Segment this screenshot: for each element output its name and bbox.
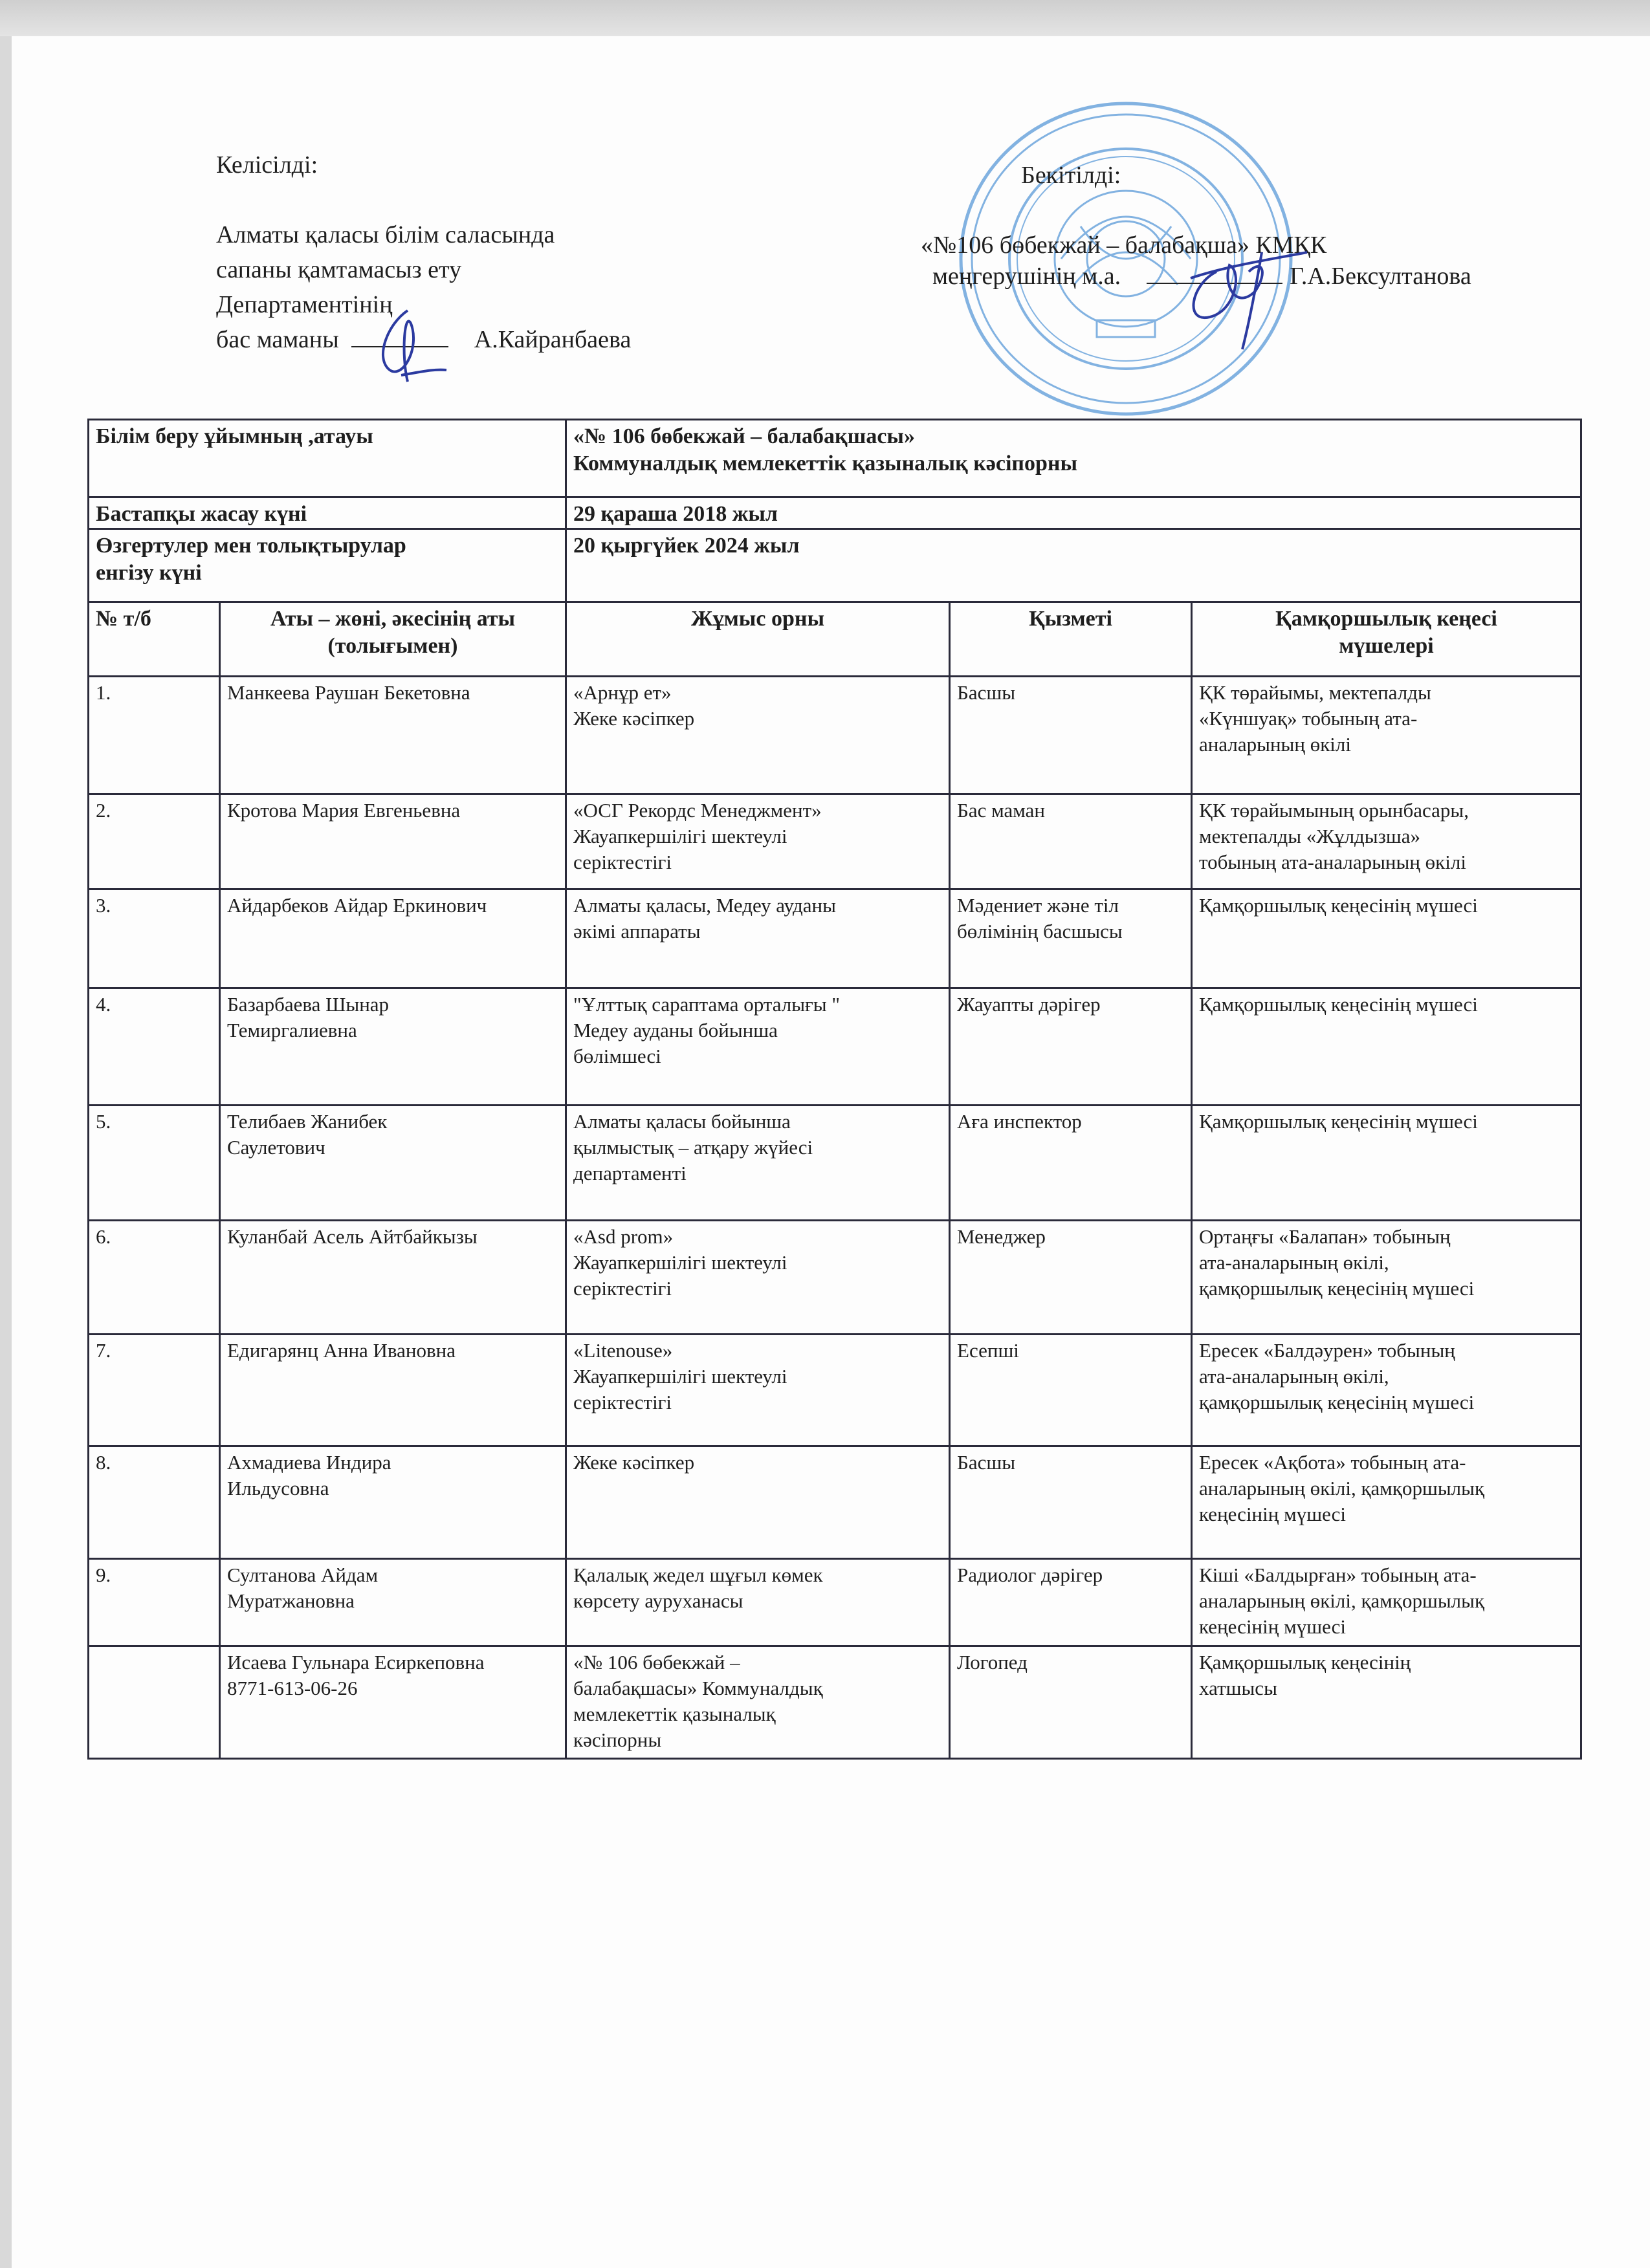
info-row-updated xyxy=(89,529,1581,602)
approval-left-line: сапаны қамтамасыз ету xyxy=(216,256,462,283)
member-board-role: Қамқоршылық кеңесінің хатшысы xyxy=(1192,1646,1581,1759)
member-workplace: «ОСГ Рекордс Менеджмент» Жауапкершілігі шектеулі серіктестігі xyxy=(566,794,950,889)
table-header-row xyxy=(89,602,1581,677)
member-position: Есепші xyxy=(950,1335,1192,1446)
member-workplace: "Ұлттық сараптама орталығы " Медеу ауданы бойынша бөлімшесі xyxy=(566,988,950,1106)
signature-left xyxy=(362,298,459,395)
member-number: 4. xyxy=(89,988,220,1106)
member-board-role: Кіші «Балдырған» тобының ата- аналарының өкілі, қамқоршылық кеңесінің мүшесі xyxy=(1192,1559,1581,1646)
approval-right-org: «№106 бөбекжай – балабақша» КМҚК xyxy=(921,232,1327,259)
approval-left-line: Алматы қаласы білім саласында xyxy=(216,221,555,248)
column-header-name: Аты – жөні, әкесінің аты (толығымен) xyxy=(220,602,566,677)
member-board-role: Ортаңғы «Балапан» тобының ата-аналарының өкілі, қамқоршылық кеңесінің мүшесі xyxy=(1192,1221,1581,1335)
member-name: Куланбай Асель Айтбайкызы xyxy=(220,1221,566,1335)
table-row xyxy=(89,988,1581,1106)
member-name: Едигарянц Анна Ивановна xyxy=(220,1335,566,1446)
member-board-role: Ересек «Балдәурен» тобының ата-аналарының өкілі, қамқоршылық кеңесінің мүшесі xyxy=(1192,1335,1581,1446)
column-header-board-role: Қамқоршылық кеңесі мүшелері xyxy=(1192,602,1581,677)
member-position: Аға инспектор xyxy=(950,1106,1192,1221)
column-header-position: Қызметі xyxy=(950,602,1192,677)
table-row xyxy=(89,1221,1581,1335)
table-row xyxy=(89,1335,1581,1446)
approval-right-position: меңгерушінің м.а. xyxy=(932,263,1121,290)
table-row xyxy=(89,1446,1581,1559)
approval-right-name: Г.А.Бексултанова xyxy=(1290,263,1471,290)
member-number: 1. xyxy=(89,677,220,794)
scan-edge xyxy=(0,0,1650,36)
member-workplace: «№ 106 бөбекжай – балабақшасы» Коммуналдық мемлекеттік қазыналық кәсіпорны xyxy=(566,1646,950,1759)
member-position: Жауапты дәрігер xyxy=(950,988,1192,1106)
info-value: «№ 106 бөбекжай – балабақшасы» Коммуналдық мемлекеттік қазыналық кәсіпорны xyxy=(566,420,1581,497)
info-row-created xyxy=(89,497,1581,529)
member-name: Телибаев Жанибек Саулетович xyxy=(220,1106,566,1221)
member-board-role: Ересек «Ақбота» тобының ата- аналарының өкілі, қамқоршылық кеңесінің мүшесі xyxy=(1192,1446,1581,1559)
info-value: 29 қараша 2018 жыл xyxy=(566,497,1581,529)
member-workplace: «Арнұр ет» Жеке кәсіпкер xyxy=(566,677,950,794)
member-name: Кротова Мария Евгеньевна xyxy=(220,794,566,889)
member-name: Ахмадиева Индира Ильдусовна xyxy=(220,1446,566,1559)
column-header-workplace: Жұмыс орны xyxy=(566,602,950,677)
info-label: Бастапқы жасау күні xyxy=(89,497,566,529)
info-label: Білім беру ұйымның ,атауы xyxy=(89,420,566,497)
member-number: 6. xyxy=(89,1221,220,1335)
member-workplace: Алматы қаласы бойынша қылмыстық – атқару жүйесі департаменті xyxy=(566,1106,950,1221)
approval-left-line: Департаментінің xyxy=(216,291,393,318)
member-workplace: Жеке кәсіпкер xyxy=(566,1446,950,1559)
approval-left-position: бас маманы xyxy=(216,326,339,353)
table-row xyxy=(89,794,1581,889)
member-workplace: Қалалық жедел шұғыл көмек көрсету ауруханасы xyxy=(566,1559,950,1646)
member-board-role: ҚК төрайымы, мектепалды «Күншуақ» тобының ата- аналарының өкілі xyxy=(1192,677,1581,794)
member-board-role: Қамқоршылық кеңесінің мүшесі xyxy=(1192,889,1581,988)
member-position: Бас маман xyxy=(950,794,1192,889)
member-name: Базарбаева Шынар Темиргалиевна xyxy=(220,988,566,1106)
board-members-table xyxy=(87,419,1582,1760)
member-workplace: «Asd prom» Жауапкершілігі шектеулі серіктестігі xyxy=(566,1221,950,1335)
member-workplace: Алматы қаласы, Медеу ауданы әкімі аппараты xyxy=(566,889,950,988)
member-position: Менеджер xyxy=(950,1221,1192,1335)
member-number: 8. xyxy=(89,1446,220,1559)
approval-right-heading: Бекітілді: xyxy=(1021,162,1121,189)
info-value: 20 қыргүйек 2024 жыл xyxy=(566,529,1581,602)
approval-left-heading: Келісілді: xyxy=(216,151,318,179)
member-board-role: Қамқоршылық кеңесінің мүшесі xyxy=(1192,1106,1581,1221)
member-number: 7. xyxy=(89,1335,220,1446)
member-number: 3. xyxy=(89,889,220,988)
member-number: 9. xyxy=(89,1559,220,1646)
member-number: 2. xyxy=(89,794,220,889)
table-row xyxy=(89,1646,1581,1759)
member-workplace: «Litenouse» Жауапкершілігі шектеулі серіктестігі xyxy=(566,1335,950,1446)
info-row-organization xyxy=(89,420,1581,497)
member-name: Исаева Гульнара Есиркеповна 8771-613-06-26 xyxy=(220,1646,566,1759)
table-row xyxy=(89,1559,1581,1646)
table-row xyxy=(89,889,1581,988)
member-name: Айдарбеков Айдар Еркинович xyxy=(220,889,566,988)
member-position: Логопед xyxy=(950,1646,1192,1759)
column-header-number: № т/б xyxy=(89,602,220,677)
member-board-role: Қамқоршылық кеңесінің мүшесі xyxy=(1192,988,1581,1106)
info-label: Өзгертулер мен толықтырулар енгізу күні xyxy=(89,529,566,602)
member-position: Басшы xyxy=(950,677,1192,794)
approval-left-name: А.Кайранбаева xyxy=(474,326,632,353)
member-number xyxy=(89,1646,220,1759)
member-name: Султанова Айдам Муратжановна xyxy=(220,1559,566,1646)
signature-right xyxy=(1165,233,1314,356)
member-position: Радиолог дәрігер xyxy=(950,1559,1192,1646)
member-position: Басшы xyxy=(950,1446,1192,1559)
member-number: 5. xyxy=(89,1106,220,1221)
member-position: Мәдениет және тіл бөлімінің басшысы xyxy=(950,889,1192,988)
table-row xyxy=(89,677,1581,794)
member-board-role: ҚК төрайымының орынбасары, мектепалды «Жұлдызша» тобының ата-аналарының өкілі xyxy=(1192,794,1581,889)
member-name: Манкеева Раушан Бекетовна xyxy=(220,677,566,794)
table-row xyxy=(89,1106,1581,1221)
